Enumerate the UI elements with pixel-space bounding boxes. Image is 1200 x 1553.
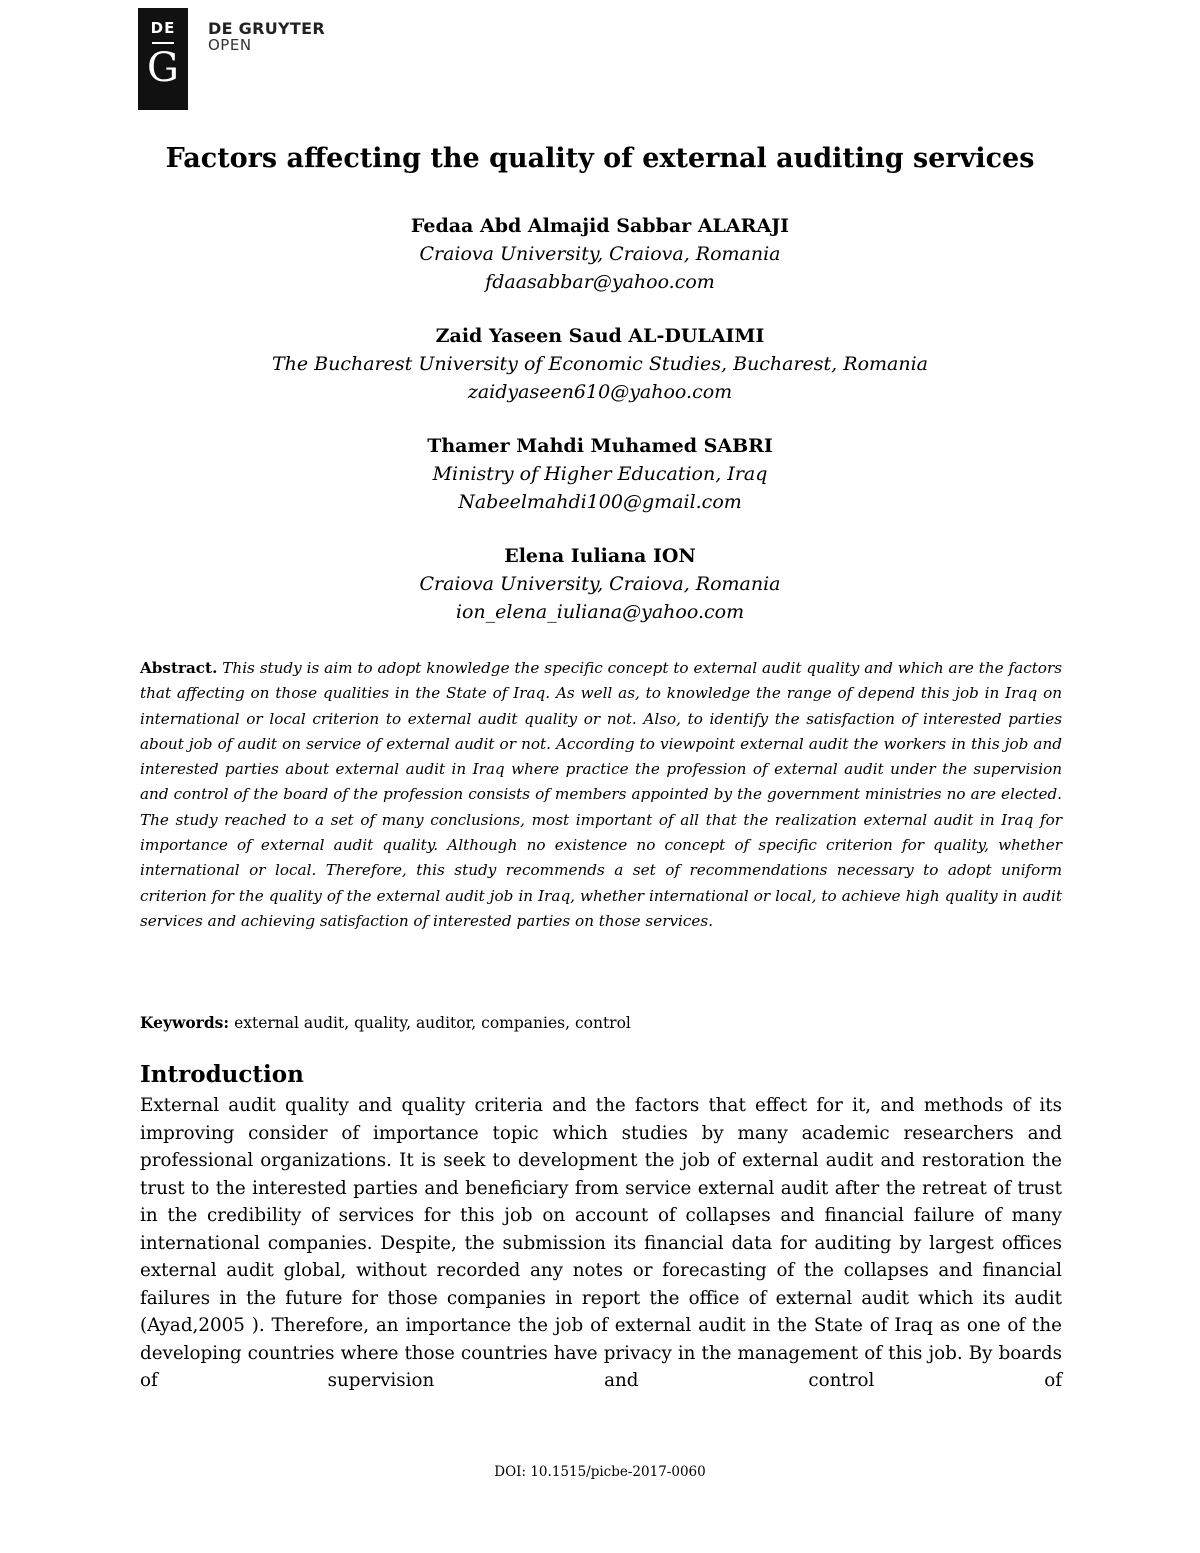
author-affiliation: Craiova University, Craiova, Romania — [419, 573, 781, 595]
author-affiliation: Craiova University, Craiova, Romania — [419, 243, 781, 265]
author-name: Thamer Mahdi Muhamed SABRI — [427, 435, 773, 457]
author-email: Nabeelmahdi100@gmail.com — [458, 491, 742, 513]
author-email: ion_elena_iuliana@yahoo.com — [455, 601, 745, 623]
author-block — [0, 212, 1200, 322]
author-affiliation: Ministry of Higher Education, Iraq — [432, 463, 768, 485]
logo-g-letter: G — [147, 45, 179, 91]
publisher-logo — [138, 8, 325, 110]
abstract — [140, 656, 1062, 934]
keywords — [140, 1010, 1062, 1036]
author-block — [0, 322, 1200, 432]
publisher-subname: OPEN — [208, 36, 252, 54]
logo-divider — [152, 42, 174, 44]
publisher-wordmark — [208, 20, 325, 53]
author-block — [0, 432, 1200, 542]
section-heading-introduction: Introduction — [140, 1061, 304, 1088]
paper-title: Factors affecting the quality of external auditing services — [165, 143, 1035, 174]
author-name: Zaid Yaseen Saud AL-DULAIMI — [435, 325, 765, 347]
author-block — [0, 542, 1200, 652]
author-name: Fedaa Abd Almajid Sabbar ALARAJI — [410, 215, 790, 237]
author-email: fdaasabbar@yahoo.com — [485, 271, 715, 293]
introduction-paragraph: External audit quality and quality criteria and the factors that effect for it, and methods of its improving consider of importance topic which studies by many academic researchers and professional organizations. It is seek to development the job of external audit and restoration the trust to the interested parties and beneficiary from service external audit after the retreat of trust in the credibility of services for this job on account of collapses and financial failure of many international companies. Despite, the submission its financial data for auditing by largest offices external audit global, without recorded any notes or forecasting of the collapses and financial failures in the future for those companies in report the office of external audit which its audit (Ayad,2005 ). Therefore, an importance the job of external audit in the State of Iraq as one of the developing countries where those countries have privacy in the management of this job. By boards of supervision and control of — [140, 1095, 1062, 1391]
logo-de-text: DE — [150, 19, 176, 37]
keywords-label: Keywords: — [140, 1013, 230, 1032]
keywords-text: external audit, quality, auditor, companies, control — [234, 1014, 631, 1032]
abstract-label: Abstract. — [140, 659, 218, 677]
abstract-text: This study is aim to adopt knowledge the specific concept to external audit quality and which are the factors that affecting on those qualities in the State of Iraq. As well as, to knowledge the range of depend this job in Iraq on international or local criterion to external audit quality or not. Also, to identify the satisfaction of interested parties about job of audit on service of external audit or not. According to viewpoint external audit the workers in this job and interested parties about external audit in Iraq where practice the profession of external audit under the supervision and control of the board of the profession consists of members appointed by the government ministries no are elected. The study reached to a set of many conclusions, most important of all that the realization external audit in Iraq for importance of external audit quality. Although no existence no concept of specific criterion for quality, whether international or local. Therefore, this study recommends a set of recommendations necessary to adopt uniform criterion for the quality of the external audit job in Iraq, whether international or local, to achieve high quality in audit services and achieving satisfaction of interested parties on those services. — [140, 659, 1063, 930]
author-affiliation: The Bucharest University of Economic Studies, Bucharest, Romania — [271, 353, 928, 375]
author-email: zaidyaseen610@yahoo.com — [467, 381, 733, 403]
doi-footer: DOI: 10.1515/picbe-2017-0060 — [494, 1464, 706, 1480]
author-name: Elena Iuliana ION — [504, 545, 696, 567]
publisher-logo-mark — [138, 8, 188, 110]
author-list — [0, 212, 1200, 652]
publisher-name: DE GRUYTER — [208, 19, 325, 38]
